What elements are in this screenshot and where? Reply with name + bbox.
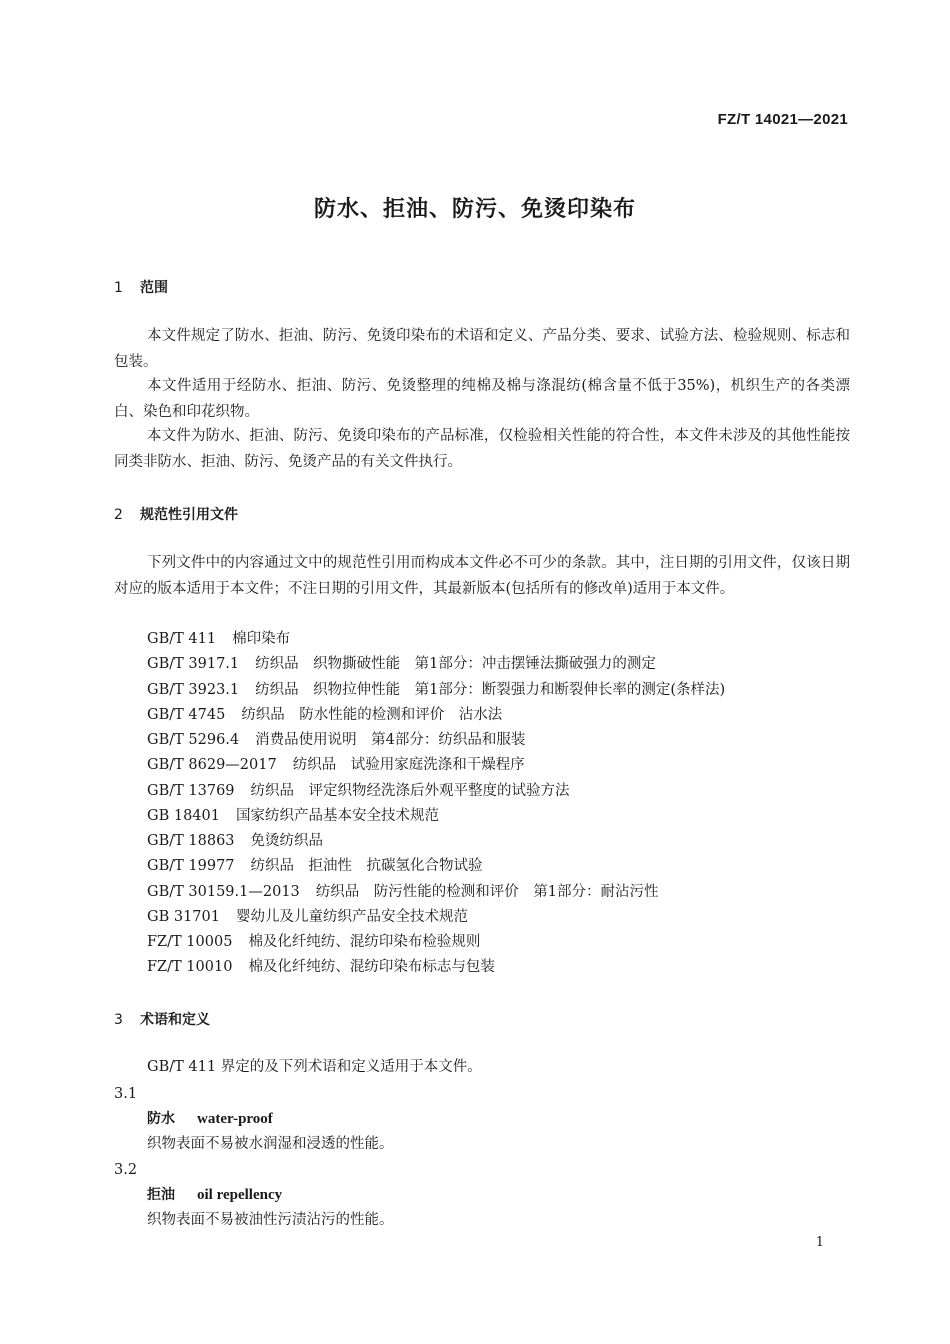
- reference-title: 棉及化纤纯纺、混纺印染布检验规则: [248, 934, 481, 950]
- reference-title: 免烫纺织品: [250, 833, 324, 849]
- reference-item: [147, 652, 725, 677]
- scope-paragraph-1: 本文件规定了防水、拒油、防污、免烫印染布的术语和定义、产品分类、要求、试验方法、检验规则、标志和包装。: [114, 328, 850, 370]
- terms-intro: GB/T 411 界定的及下列术语和定义适用于本文件。: [147, 1059, 482, 1075]
- reference-code: GB/T 5296.4: [147, 732, 240, 748]
- clause-number: 3.1: [114, 1086, 138, 1102]
- reference-code: FZ/T 10010: [147, 959, 233, 976]
- term-entry: [147, 1185, 282, 1205]
- reference-title: 棉印染布: [232, 631, 291, 647]
- reference-item: [147, 955, 725, 980]
- reference-title: 纺织品 织物撕破性能 第1部分：冲击摆锤法撕破强力的测定: [255, 656, 656, 673]
- reference-item: [147, 854, 725, 879]
- section-title: 规范性引用文件: [140, 507, 238, 523]
- reference-list: [147, 627, 725, 981]
- reference-title: 纺织品 织物拉伸性能 第1部分：断裂强力和断裂伸长率的测定(条样法): [255, 681, 726, 698]
- scope-paragraph-3: 本文件为防水、拒油、防污、免烫印染布的产品标准，仅检验相关性能的符合性，本文件未涉及的其他性能按同类非防水、拒油、防污、免烫产品的有关文件执行。: [114, 428, 850, 470]
- section-number: 3: [114, 1012, 123, 1028]
- reference-code: GB/T 3923.1: [147, 681, 240, 698]
- term-english: oil repellency: [197, 1187, 283, 1203]
- reference-title: 纺织品 试验用家庭洗涤和干燥程序: [292, 757, 525, 774]
- normative-intro: 下列文件中的内容通过文中的规范性引用而构成本文件必不可少的条款。其中，注日期的引用文件，仅该日期对应的版本适用于本文件；不注日期的引用文件，其最新版本(包括所有的修改单)适用于本文件。: [114, 555, 850, 597]
- reference-title: 纺织品 防水性能的检测和评价 沾水法: [241, 706, 503, 723]
- reference-code: GB/T 3917.1: [147, 656, 240, 673]
- reference-item: [147, 678, 725, 703]
- document-title: 防水、拒油、防污、免烫印染布: [313, 197, 636, 222]
- reference-title: 纺织品 评定织物经洗涤后外观平整度的试验方法: [250, 782, 570, 799]
- term-definition: 织物表面不易被油性污渍沾污的性能。: [147, 1212, 394, 1228]
- section-1-heading: [114, 277, 168, 297]
- reference-item: [147, 930, 725, 955]
- reference-code: GB 18401: [147, 807, 220, 824]
- reference-item: [147, 753, 725, 778]
- reference-item: [147, 779, 725, 804]
- reference-code: FZ/T 10005: [147, 934, 233, 950]
- reference-title: 婴幼儿及儿童纺织产品安全技术规范: [235, 908, 468, 925]
- reference-item: [147, 880, 725, 905]
- standard-code: FZ/T 14021—2021: [717, 111, 848, 128]
- reference-title: 消费品使用说明 第4部分：纺织品和服装: [255, 732, 526, 748]
- section-2-heading: [114, 504, 238, 524]
- reference-code: GB/T 18863: [147, 833, 235, 849]
- reference-title: 纺织品 防污性能的检测和评价 第1部分：耐沾污性: [315, 883, 659, 900]
- reference-item: [147, 905, 725, 930]
- reference-code: GB/T 13769: [147, 782, 235, 799]
- term-english: water-proof: [197, 1111, 273, 1127]
- term-chinese: 拒油: [147, 1187, 175, 1203]
- reference-code: GB/T 30159.1—2013: [147, 883, 300, 900]
- reference-code: GB/T 411: [147, 631, 217, 647]
- term-entry: [147, 1109, 273, 1129]
- section-number: 2: [114, 507, 123, 523]
- reference-item: [147, 829, 725, 854]
- reference-title: 国家纺织产品基本安全技术规范: [235, 807, 439, 824]
- scope-paragraph-2: 本文件适用于经防水、拒油、防污、免烫整理的纯棉及棉与涤混纺(棉含量不低于35%)，机织生产的各类漂白、染色和印花织物。: [114, 378, 850, 420]
- reference-title: 棉及化纤纯纺、混纺印染布标志与包装: [248, 959, 495, 976]
- reference-code: GB/T 8629—2017: [147, 757, 277, 774]
- reference-code: GB/T 19977: [147, 858, 235, 875]
- term-chinese: 防水: [147, 1111, 175, 1127]
- section-title: 范围: [140, 280, 168, 296]
- section-title: 术语和定义: [140, 1012, 210, 1028]
- reference-title: 纺织品 拒油性 抗碳氢化合物试验: [250, 858, 483, 875]
- reference-item: [147, 804, 725, 829]
- clause-number: 3.2: [114, 1162, 138, 1178]
- term-definition: 织物表面不易被水润湿和浸透的性能。: [147, 1136, 394, 1152]
- reference-code: GB/T 4745: [147, 706, 226, 723]
- page-number: 1: [815, 1235, 824, 1250]
- reference-code: GB 31701: [147, 908, 220, 925]
- section-3-heading: [114, 1009, 210, 1029]
- section-number: 1: [114, 280, 123, 296]
- reference-item: [147, 703, 725, 728]
- reference-item: [147, 627, 725, 652]
- reference-item: [147, 728, 725, 753]
